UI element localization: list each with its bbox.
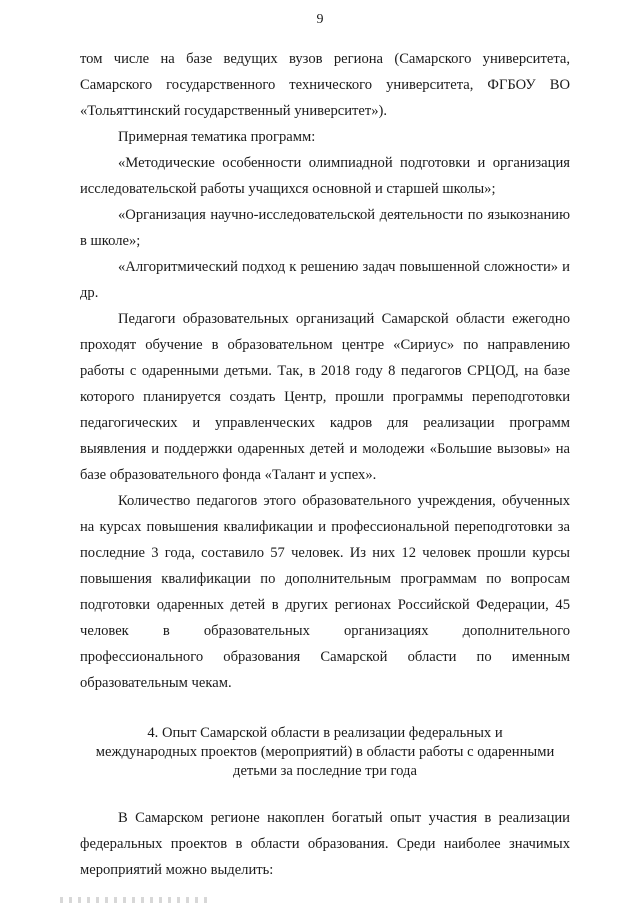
paragraph-teacher-count: Количество педагогов этого образовательного учреждения, обученных на курсах повышения квалификации и профессиональной переподготовки за последние 3 года, составило 57 человек. Из них 12 человек прошли курсы повышения квалификации по дополнительным программам по вопросам подготовки одаренных детей в других регионах Российской Федерации, 45 человек в образовательных организациях дополнительного профессионального образования Самарской области по именным образовательным чекам. [80,493,570,691]
paragraph-topic-algorithmic: «Алгоритмический подход к решению задач повышенной сложности» и др. [80,259,570,301]
paragraph-section-intro: В Самарском регионе накоплен богатый опыт участия в реализации федеральных проектов в области образования. Среди наиболее значимых мероприятий можно выделить: [80,810,570,878]
page-body [80,46,570,883]
section-heading-line-3: детьми за последние три года [233,763,417,779]
section-heading [80,724,570,781]
paragraph-topic-linguistics: «Организация научно-исследовательской деятельности по языкознанию в школе»; [80,207,570,249]
scan-artifact [60,897,210,903]
paragraph-continuation: том числе на базе ведущих вузов региона (Самарского университета, Самарского государственного технического университета, ФГБОУ ВО «Тольяттинский государственный университет»). [80,51,570,119]
section-heading-line-2: международных проектов (мероприятий) в области работы с одаренными [95,744,555,760]
paragraph-topic-olympiad: «Методические особенности олимпиадной подготовки и организация исследовательской работы учащихся основной и старшей школы»; [80,155,570,197]
section-heading-line-1: 4. Опыт Самарской области в реализации федеральных и [147,725,503,741]
paragraph-program-topics-intro: Примерная тематика программ: [118,129,316,145]
paragraph-sirius-training: Педагоги образовательных организаций Самарской области ежегодно проходят обучение в образовательном центре «Сириус» по направлению работы с одаренными детьми. Так, в 2018 году 8 педагогов СРЦОД, на базе которого планируется создать Центр, прошли программы переподготовки педагогических и управленческих кадров для реализации программ выявления и поддержки одаренных детей и молодежи «Большие вызовы» на базе образовательного фонда «Талант и успех». [80,311,570,483]
page-number: 9 [316,12,324,27]
